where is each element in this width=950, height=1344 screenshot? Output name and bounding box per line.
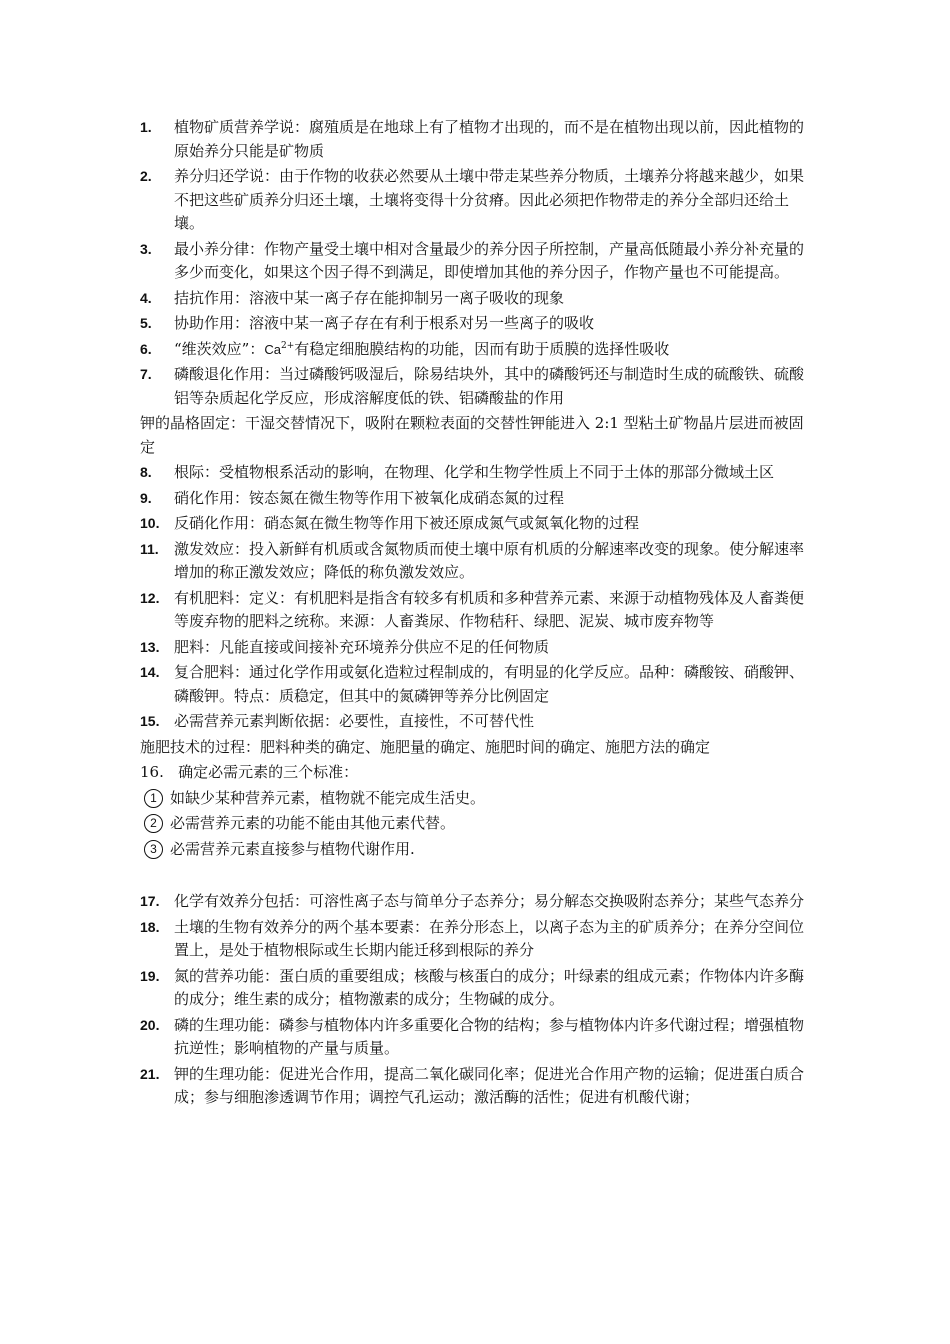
- list-item: [140, 661, 812, 708]
- criterion-item: [140, 812, 812, 836]
- item-text: 化学有效养分包括：可溶性离子态与简单分子态养分；易分解态交换吸附态养分；某些气态养分: [174, 892, 805, 910]
- list-item: [140, 338, 812, 362]
- circled-number: 1: [144, 789, 163, 808]
- list-item: [140, 538, 812, 585]
- item-text: 氮的营养功能：蛋白质的重要组成；核酸与核蛋白的成分；叶绿素的组成元素；作物体内许多酶的成分；维生素的成分；植物激素的成分；生物碱的成分。: [174, 966, 805, 1008]
- item-number: 12.: [140, 589, 160, 606]
- criterion-item: [140, 787, 812, 811]
- item-number: 20.: [140, 1016, 160, 1033]
- list-item: [140, 487, 812, 511]
- item-number: 7.: [140, 366, 152, 382]
- criterion-text: 必需营养元素直接参与植物代谢作用.: [170, 839, 415, 858]
- item-number: 1.: [140, 119, 152, 135]
- list-item: [140, 710, 812, 734]
- item-number: 13.: [140, 638, 160, 655]
- criterion-text: 如缺少某种营养元素，植物就不能完成生活史。: [170, 788, 486, 807]
- item-number: 3.: [140, 240, 152, 257]
- item-text: 磷酸退化作用：当过磷酸钙吸湿后，除易结块外，其中的磷酸钙还与制造时生成的硫酸铁、硫酸铝等杂质起化学反应，形成溶解度低的铁、铝磷酸盐的作用: [174, 365, 805, 407]
- item-text-prefix: “维茨效应”：: [174, 339, 265, 358]
- item-number: 2.: [140, 168, 152, 184]
- item-number: 19.: [140, 967, 160, 984]
- item-number: 5.: [140, 315, 152, 331]
- paragraph-fertilization-process: 施肥技术的过程：肥料种类的确定、施肥量的确定、施肥时间的确定、施肥方法的确定: [140, 737, 711, 756]
- item-number: 8.: [140, 464, 152, 480]
- item-number: 15.: [140, 713, 160, 729]
- item-number: 14.: [140, 664, 160, 680]
- item-text: 有机肥料：定义：有机肥料是指含有较多有机质和多种营养元素、来源于动植物残体及人畜粪便等废弃物的肥料之统称。来源：人畜粪尿、作物秸秆、绿肥、泥炭、城市废弃物等: [174, 588, 805, 630]
- item-text: 根际：受植物根系活动的影响，在物理、化学和生物学性质上不同于土体的那部分微域土区: [174, 463, 775, 481]
- list-item: [140, 636, 812, 660]
- list-item: [140, 116, 812, 163]
- list-item: [140, 916, 812, 963]
- blank-line: [140, 863, 812, 890]
- item-number: 11.: [140, 540, 159, 557]
- item-text-suffix: 有稳定细胞膜结构的功能，因而有助于质膜的选择性吸收: [294, 339, 670, 358]
- item-text: 硝化作用：铵态氮在微生物等作用下被氧化成硝态氮的过程: [174, 488, 565, 507]
- item-text: 磷的生理功能：磷参与植物体内许多重要化合物的结构；参与植物体内许多代谢过程；增强植物抗逆性；影响植物的产量与质量。: [174, 1015, 805, 1057]
- item-text: 拮抗作用：溶液中某一离子存在能抑制另一离子吸收的现象: [174, 288, 565, 307]
- item-text: 钾的生理功能：促进光合作用，提高二氧化碳同化率；促进光合作用产物的运输；促进蛋白质合成；参与细胞渗透调节作用；调控气孔运动；激活酶的活性；促进有机酸代谢；: [174, 1064, 805, 1106]
- item-text: 协助作用：溶液中某一离子存在有利于根系对另一些离子的吸收: [174, 314, 595, 332]
- circled-number: 2: [144, 814, 163, 833]
- item-text: 养分归还学说：由于作物的收获必然要从土壤中带走某些养分物质，土壤养分将越来越少，如果不把这些矿质养分归还土壤，土壤将变得十分贫瘠。因此必须把作物带走的养分全部归还给土壤。: [174, 167, 805, 232]
- list-item: [140, 587, 812, 634]
- item-number: 9.: [140, 489, 152, 506]
- charge-superscript: 2+: [280, 340, 295, 351]
- list-item: [140, 238, 812, 285]
- list-item: [140, 512, 812, 536]
- criterion-text: 必需营养元素的功能不能由其他元素代替。: [170, 814, 456, 832]
- paragraph-potassium-fixation: 钾的晶格固定：干湿交替情况下，吸附在颗粒表面的交替性钾能进入 2:1 型粘土矿物晶片层进而被固定: [140, 414, 804, 456]
- item-text: 反硝化作用：硝态氮在微生物等作用下被还原成氮气或氮氧化物的过程: [174, 514, 640, 532]
- list-item: [140, 461, 812, 485]
- list-item: [140, 363, 812, 410]
- circled-number: 3: [144, 840, 163, 859]
- item-number: 21.: [140, 1065, 160, 1082]
- item-text: 肥料：凡能直接或间接补充环境养分供应不足的任何物质: [174, 637, 550, 656]
- item-number: 10.: [140, 515, 160, 531]
- item-number: 17.: [140, 893, 160, 909]
- list-item: [140, 1063, 812, 1110]
- item-text: 土壤的生物有效养分的两个基本要素：在养分形态上，以离子态为主的矿质养分；在养分空间位置上，是处于植物根际或生长期内能迁移到根际的养分: [174, 917, 805, 959]
- item-number: 4.: [140, 289, 152, 306]
- item-text: 复合肥料：通过化学作用或氨化造粒过程制成的，有明显的化学反应。品种：磷酸铵、硝酸钾、磷酸钾。特点：质稳定，但其中的氮磷钾等养分比例固定: [174, 663, 805, 705]
- list-item: [140, 165, 812, 236]
- calcium-symbol: Ca: [264, 341, 281, 357]
- list-item: [140, 965, 812, 1012]
- criterion-item: [140, 838, 812, 862]
- list-item: [140, 287, 812, 311]
- item-text: 最小养分律：作物产量受土壤中相对含量最少的养分因子所控制，产量高低随最小养分补充量的多少而变化，如果这个因子得不到满足，即使增加其他的养分因子，作物产量也不可能提高。: [174, 239, 805, 281]
- item-text: 激发效应：投入新鲜有机质或含氮物质而使土壤中原有机质的分解速率改变的现象。使分解速率增加的称正激发效应；降低的称负激发效应。: [174, 539, 805, 581]
- list-item: [140, 312, 812, 336]
- document-body: [140, 116, 812, 1112]
- item-number: 6.: [140, 340, 152, 357]
- item-number: 18.: [140, 918, 160, 935]
- criteria-heading: 16. 确定必需元素的三个标准：: [140, 763, 359, 781]
- item-text: 必需营养元素判断依据：必要性，直接性，不可替代性: [174, 712, 535, 730]
- item-text: 植物矿质营养学说：腐殖质是在地球上有了植物才出现的，而不是在植物出现以前，因此植物的原始养分只能是矿物质: [174, 118, 805, 160]
- list-item: [140, 1014, 812, 1061]
- list-item: [140, 890, 812, 914]
